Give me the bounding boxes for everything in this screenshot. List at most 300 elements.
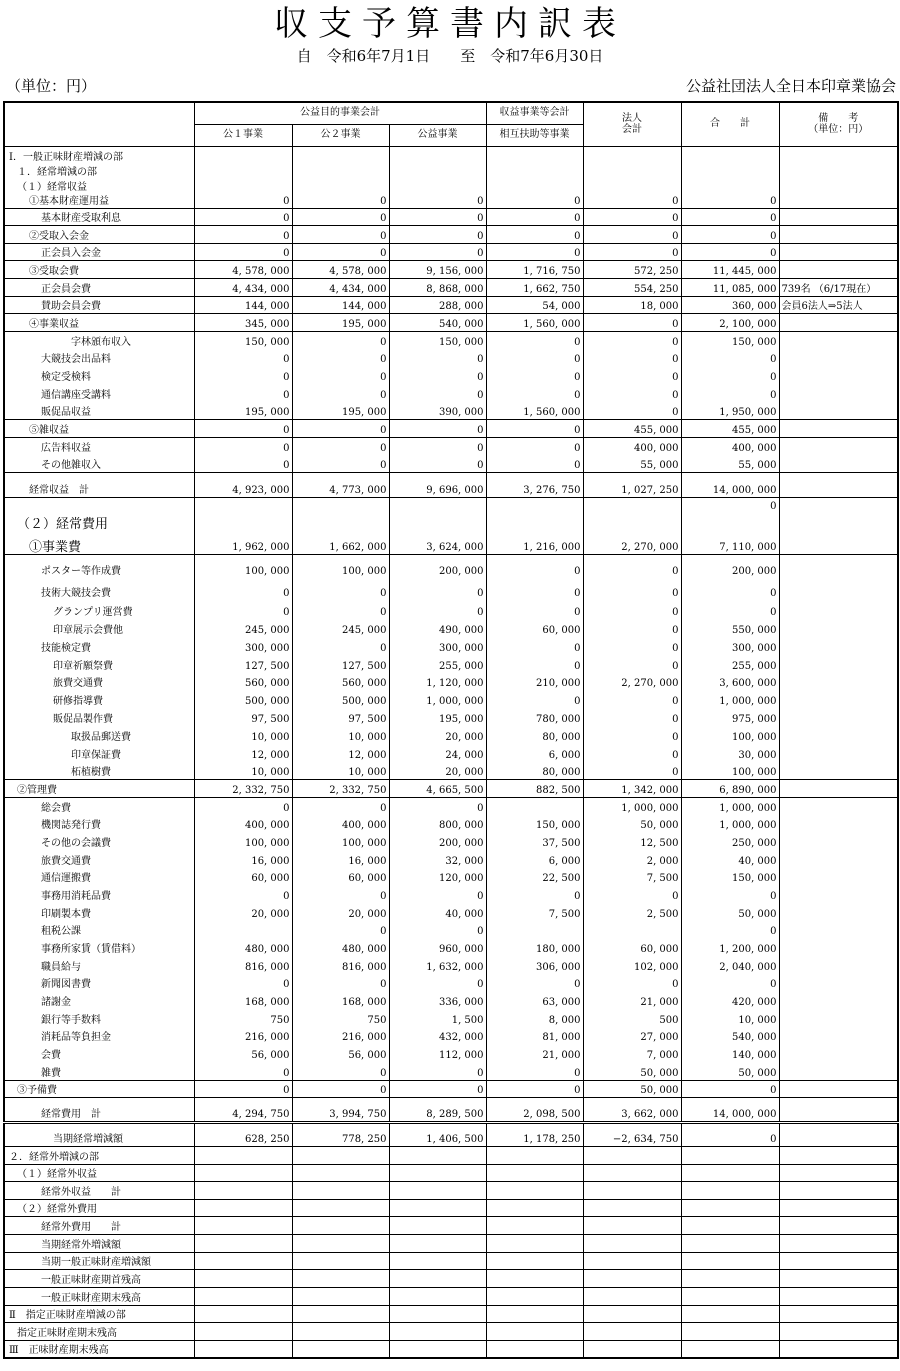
value-cell: 400, 000 (292, 815, 389, 832)
value-cell (486, 921, 583, 938)
value-cell: 10, 000 (681, 1009, 779, 1027)
value-cell: 975, 000 (681, 708, 779, 726)
row-label: 経常外収益 計 (4, 1181, 194, 1199)
value-cell (292, 1287, 389, 1305)
value-cell: 455, 000 (583, 419, 681, 437)
table-row (4, 497, 898, 513)
value-cell (389, 513, 486, 531)
value-cell: 0 (292, 437, 389, 455)
remarks-cell (779, 832, 898, 850)
value-cell: 0 (583, 690, 681, 708)
remarks-cell (779, 194, 898, 208)
kou2-header: 公２事業 (292, 124, 389, 146)
value-cell: 3, 994, 750 (292, 1097, 389, 1122)
value-cell: 0 (486, 384, 583, 402)
table-row (4, 208, 898, 225)
value-cell (194, 1340, 292, 1358)
value-cell: 2, 000 (583, 850, 681, 868)
table-row (4, 1181, 898, 1199)
value-cell (389, 1146, 486, 1164)
value-cell (194, 1252, 292, 1269)
total-header: 合 計 (681, 102, 779, 146)
table-row (4, 956, 898, 974)
table-row (4, 1027, 898, 1044)
remarks-cell (779, 850, 898, 868)
row-label: 技術大競技会費 (4, 578, 194, 600)
row-label: 総会費 (4, 797, 194, 815)
value-cell: 50, 000 (583, 815, 681, 832)
value-cell: 0 (194, 974, 292, 991)
value-cell: 0 (486, 1080, 583, 1097)
table-row (4, 1252, 898, 1269)
row-label: （１）経常収益 (4, 179, 194, 194)
value-cell: 400, 000 (681, 437, 779, 455)
value-cell: 100, 000 (194, 832, 292, 850)
value-cell (194, 1287, 292, 1305)
value-cell: 0 (486, 554, 583, 578)
value-cell: 2, 270, 000 (583, 673, 681, 690)
value-cell (486, 1146, 583, 1164)
value-cell: 6, 000 (486, 850, 583, 868)
table-row (4, 578, 898, 600)
value-cell: 0 (389, 208, 486, 225)
value-cell (681, 179, 779, 194)
table-row (4, 554, 898, 578)
value-cell: 150, 000 (486, 815, 583, 832)
value-cell (389, 1269, 486, 1287)
value-cell: 0 (292, 349, 389, 366)
value-cell (194, 179, 292, 194)
row-label: ２．経常外増減の部 (4, 1146, 194, 1164)
value-cell: 300, 000 (681, 637, 779, 655)
value-cell: 0 (389, 885, 486, 903)
row-label: その他の会議費 (4, 832, 194, 850)
table-row (4, 384, 898, 402)
value-cell: 540, 000 (681, 1027, 779, 1044)
value-cell (292, 1322, 389, 1340)
value-cell: 0 (389, 974, 486, 991)
remarks-cell (779, 1269, 898, 1287)
value-cell: 0 (486, 885, 583, 903)
value-cell: 4, 434, 000 (194, 278, 292, 296)
value-cell: 0 (292, 384, 389, 402)
remarks-cell (779, 1062, 898, 1080)
public-group-header: 公益目的事業会計 (194, 102, 486, 124)
value-cell: 0 (389, 349, 486, 366)
value-cell: 360, 000 (681, 296, 779, 313)
row-label: ②管理費 (4, 779, 194, 797)
value-cell (583, 1146, 681, 1164)
value-cell (486, 1322, 583, 1340)
remarks-cell (779, 437, 898, 455)
value-cell: 2, 332, 750 (292, 779, 389, 797)
value-cell: 2, 270, 000 (583, 531, 681, 554)
table-row (4, 225, 898, 243)
value-cell (486, 1216, 583, 1234)
value-cell: 37, 500 (486, 832, 583, 850)
value-cell: 0 (292, 455, 389, 472)
value-cell: 0 (486, 600, 583, 619)
value-cell (389, 1216, 486, 1234)
value-cell (681, 1234, 779, 1252)
unit-label: （単位：円） (6, 77, 97, 95)
value-cell: 0 (583, 726, 681, 744)
value-cell: 20, 000 (389, 726, 486, 744)
value-cell: 245, 000 (194, 619, 292, 637)
value-cell: 150, 000 (194, 331, 292, 349)
value-cell: 12, 000 (194, 744, 292, 762)
value-cell (194, 1181, 292, 1199)
value-cell: 0 (389, 366, 486, 384)
row-label: 基本財産受取利息 (4, 208, 194, 225)
value-cell (389, 1340, 486, 1358)
value-cell: 0 (681, 225, 779, 243)
value-cell: 500, 000 (292, 690, 389, 708)
kou1-header: 公１事業 (194, 124, 292, 146)
value-cell: 0 (486, 243, 583, 260)
row-label: 通信運搬費 (4, 868, 194, 885)
value-cell: 1, 000, 000 (681, 690, 779, 708)
value-cell: 120, 000 (389, 868, 486, 885)
value-cell (681, 146, 779, 164)
value-cell: 0 (389, 243, 486, 260)
value-cell: 0 (389, 921, 486, 938)
value-cell: 0 (681, 349, 779, 366)
remarks-cell: 739名 （6/17現在） (779, 278, 898, 296)
value-cell (681, 1322, 779, 1340)
table-row (4, 1146, 898, 1164)
value-cell: 60, 000 (194, 868, 292, 885)
value-cell (292, 1216, 389, 1234)
row-label: 新聞図書費 (4, 974, 194, 991)
remarks-cell (779, 956, 898, 974)
value-cell: 0 (486, 637, 583, 655)
header-row-1 (4, 102, 898, 124)
value-cell: 0 (292, 243, 389, 260)
table-row (4, 744, 898, 762)
table-row (4, 349, 898, 366)
value-cell: 750 (194, 1009, 292, 1027)
row-label: 当期経常増減額 (4, 1122, 194, 1146)
value-cell: 56, 000 (292, 1044, 389, 1062)
value-cell (583, 1199, 681, 1216)
remarks-cell (779, 1181, 898, 1199)
value-cell: 0 (292, 578, 389, 600)
value-cell (292, 1146, 389, 1164)
row-label: 賛助会員会費 (4, 296, 194, 313)
value-cell (194, 513, 292, 531)
remarks-cell: 会員6法人⇒5法人 (779, 296, 898, 313)
value-cell: 780, 000 (486, 708, 583, 726)
table-row (4, 179, 898, 194)
value-cell: 11, 445, 000 (681, 260, 779, 278)
value-cell: 0 (194, 243, 292, 260)
value-cell (292, 513, 389, 531)
remarks-cell (779, 1146, 898, 1164)
value-cell (681, 1164, 779, 1181)
table-row (4, 1322, 898, 1340)
row-label: 研修指導費 (4, 690, 194, 708)
value-cell: 1, 120, 000 (389, 673, 486, 690)
value-cell: 0 (486, 655, 583, 673)
value-cell (292, 164, 389, 179)
value-cell: 1, 662, 750 (486, 278, 583, 296)
value-cell: 0 (583, 366, 681, 384)
value-cell: −2, 634, 750 (583, 1122, 681, 1146)
value-cell: 55, 000 (583, 455, 681, 472)
remarks-cell (779, 903, 898, 921)
remarks-cell (779, 779, 898, 797)
value-cell: 0 (292, 208, 389, 225)
table-row (4, 260, 898, 278)
value-cell: 12, 000 (292, 744, 389, 762)
value-cell: 0 (681, 208, 779, 225)
value-cell (194, 921, 292, 938)
value-cell (681, 1252, 779, 1269)
value-cell: 4, 923, 000 (194, 472, 292, 497)
remarks-header: 備 考 （単位：円） (779, 102, 898, 146)
row-label: （２）経常外費用 (4, 1199, 194, 1216)
table-row (4, 366, 898, 384)
row-label: 販促品収益 (4, 402, 194, 419)
value-cell: 12, 500 (583, 832, 681, 850)
value-cell: 560, 000 (194, 673, 292, 690)
remarks-cell (779, 1340, 898, 1358)
value-cell: 0 (583, 225, 681, 243)
value-cell: 80, 000 (486, 762, 583, 779)
sougo-header: 相互扶助等事業 (486, 124, 583, 146)
value-cell: 390, 000 (389, 402, 486, 419)
remarks-cell (779, 1009, 898, 1027)
row-label: 印章展示会費他 (4, 619, 194, 637)
table-row (4, 690, 898, 708)
value-cell: 4, 773, 000 (292, 472, 389, 497)
value-cell (681, 164, 779, 179)
value-cell: 2, 500 (583, 903, 681, 921)
value-cell: 50, 000 (681, 1062, 779, 1080)
value-cell: 0 (681, 194, 779, 208)
value-cell: 288, 000 (389, 296, 486, 313)
value-cell: 1, 342, 000 (583, 779, 681, 797)
row-label: 当期一般正味財産増減額 (4, 1252, 194, 1269)
remarks-cell (779, 991, 898, 1009)
table-row (4, 1122, 898, 1146)
value-cell: 24, 000 (389, 744, 486, 762)
value-cell: 400, 000 (194, 815, 292, 832)
value-cell: 200, 000 (389, 832, 486, 850)
value-cell: 800, 000 (389, 815, 486, 832)
table-row (4, 885, 898, 903)
value-cell: 10, 000 (292, 762, 389, 779)
remarks-cell (779, 690, 898, 708)
remarks-cell (779, 1305, 898, 1322)
value-cell: 56, 000 (194, 1044, 292, 1062)
value-cell (194, 497, 292, 513)
value-cell: 150, 000 (681, 331, 779, 349)
value-cell: 3, 276, 750 (486, 472, 583, 497)
value-cell (681, 1287, 779, 1305)
value-cell: 100, 000 (194, 554, 292, 578)
value-cell (194, 1234, 292, 1252)
value-cell: 0 (681, 366, 779, 384)
value-cell (389, 1164, 486, 1181)
table-row (4, 850, 898, 868)
row-label: （１）経常外収益 (4, 1164, 194, 1181)
value-cell (292, 146, 389, 164)
value-cell (486, 497, 583, 513)
value-cell: 0 (389, 797, 486, 815)
value-cell: 306, 000 (486, 956, 583, 974)
remarks-cell (779, 243, 898, 260)
budget-breakdown-table (3, 101, 899, 1359)
table-row (4, 938, 898, 956)
remarks-cell (779, 497, 898, 513)
value-cell: 20, 000 (389, 762, 486, 779)
value-cell: 195, 000 (292, 313, 389, 331)
table-row (4, 455, 898, 472)
value-cell: 168, 000 (292, 991, 389, 1009)
value-cell (389, 1322, 486, 1340)
value-cell: 195, 000 (389, 708, 486, 726)
value-cell: 150, 000 (681, 868, 779, 885)
value-cell: 127, 500 (194, 655, 292, 673)
value-cell: 7, 110, 000 (681, 531, 779, 554)
value-cell: 1, 000, 000 (389, 690, 486, 708)
row-label: ④事業収益 (4, 313, 194, 331)
value-cell: 50, 000 (681, 903, 779, 921)
value-cell: 27, 000 (583, 1027, 681, 1044)
value-cell: 195, 000 (292, 402, 389, 419)
table-row (4, 832, 898, 850)
value-cell: 1, 027, 250 (583, 472, 681, 497)
value-cell: 7, 500 (583, 868, 681, 885)
row-label: 旅費交通費 (4, 673, 194, 690)
row-label: 字林頒布収入 (4, 331, 194, 349)
value-cell: 1, 962, 000 (194, 531, 292, 554)
value-cell: 9, 156, 000 (389, 260, 486, 278)
value-cell: 432, 000 (389, 1027, 486, 1044)
value-cell: 200, 000 (681, 554, 779, 578)
remarks-cell (779, 600, 898, 619)
value-cell: 100, 000 (681, 726, 779, 744)
value-cell (681, 1216, 779, 1234)
value-cell (583, 1252, 681, 1269)
row-label: 租税公課 (4, 921, 194, 938)
table-row (4, 1340, 898, 1358)
table-row (4, 1305, 898, 1322)
value-cell: 0 (292, 225, 389, 243)
table-row (4, 1287, 898, 1305)
value-cell (292, 1269, 389, 1287)
value-cell (486, 1164, 583, 1181)
value-cell (292, 1340, 389, 1358)
row-label: 銀行等手数料 (4, 1009, 194, 1027)
row-label: ③予備費 (4, 1080, 194, 1097)
row-label: 印刷製本費 (4, 903, 194, 921)
table-row (4, 164, 898, 179)
value-cell: 0 (389, 419, 486, 437)
remarks-cell (779, 1122, 898, 1146)
row-label: 経常外費用 計 (4, 1216, 194, 1234)
row-label: 取扱品郵送費 (4, 726, 194, 744)
value-cell (292, 497, 389, 513)
value-cell: 336, 000 (389, 991, 486, 1009)
value-cell: 1, 950, 000 (681, 402, 779, 419)
value-cell: 550, 000 (681, 619, 779, 637)
value-cell: 0 (292, 637, 389, 655)
value-cell: 0 (292, 1062, 389, 1080)
row-label: その他雑収入 (4, 455, 194, 472)
remarks-cell (779, 1199, 898, 1216)
table-row (4, 1164, 898, 1181)
value-cell (389, 179, 486, 194)
value-cell (389, 164, 486, 179)
value-cell: 0 (681, 243, 779, 260)
value-cell: 1, 662, 000 (292, 531, 389, 554)
value-cell: 882, 500 (486, 779, 583, 797)
row-label: 通信講座受講料 (4, 384, 194, 402)
value-cell: 0 (194, 366, 292, 384)
value-cell: 6, 000 (486, 744, 583, 762)
value-cell: 127, 500 (292, 655, 389, 673)
value-cell: 210, 000 (486, 673, 583, 690)
value-cell: 0 (486, 366, 583, 384)
table-row (4, 974, 898, 991)
value-cell (681, 1146, 779, 1164)
table-row (4, 637, 898, 655)
value-cell: 0 (583, 974, 681, 991)
value-cell: 0 (583, 384, 681, 402)
value-cell: 0 (681, 497, 779, 513)
value-cell: 10, 000 (292, 726, 389, 744)
value-cell: 4, 434, 000 (292, 278, 389, 296)
value-cell: 0 (486, 578, 583, 600)
remarks-cell (779, 762, 898, 779)
table-row (4, 815, 898, 832)
value-cell: 960, 000 (389, 938, 486, 956)
remarks-cell (779, 1097, 898, 1122)
value-cell: 0 (389, 194, 486, 208)
value-cell (681, 1181, 779, 1199)
value-cell: 0 (583, 349, 681, 366)
value-cell: 9, 696, 000 (389, 472, 486, 497)
value-cell (583, 1340, 681, 1358)
value-cell: 255, 000 (389, 655, 486, 673)
value-cell: 97, 500 (292, 708, 389, 726)
value-cell: 102, 000 (583, 956, 681, 974)
value-cell: 0 (583, 554, 681, 578)
remarks-cell (779, 868, 898, 885)
value-cell (681, 513, 779, 531)
value-cell: 1, 000, 000 (681, 797, 779, 815)
value-cell: 4, 578, 000 (194, 260, 292, 278)
value-cell (486, 1269, 583, 1287)
value-cell: 20, 000 (194, 903, 292, 921)
row-label: ②受取入会金 (4, 225, 194, 243)
value-cell: 8, 868, 000 (389, 278, 486, 296)
value-cell: 144, 000 (292, 296, 389, 313)
value-cell (583, 497, 681, 513)
value-cell: 420, 000 (681, 991, 779, 1009)
value-cell: 18, 000 (583, 296, 681, 313)
table-row (4, 797, 898, 815)
row-label: 大競技会出品料 (4, 349, 194, 366)
value-cell: 0 (583, 762, 681, 779)
value-cell: 1, 406, 500 (389, 1122, 486, 1146)
value-cell: 0 (486, 208, 583, 225)
value-cell (486, 164, 583, 179)
table-row (4, 779, 898, 797)
